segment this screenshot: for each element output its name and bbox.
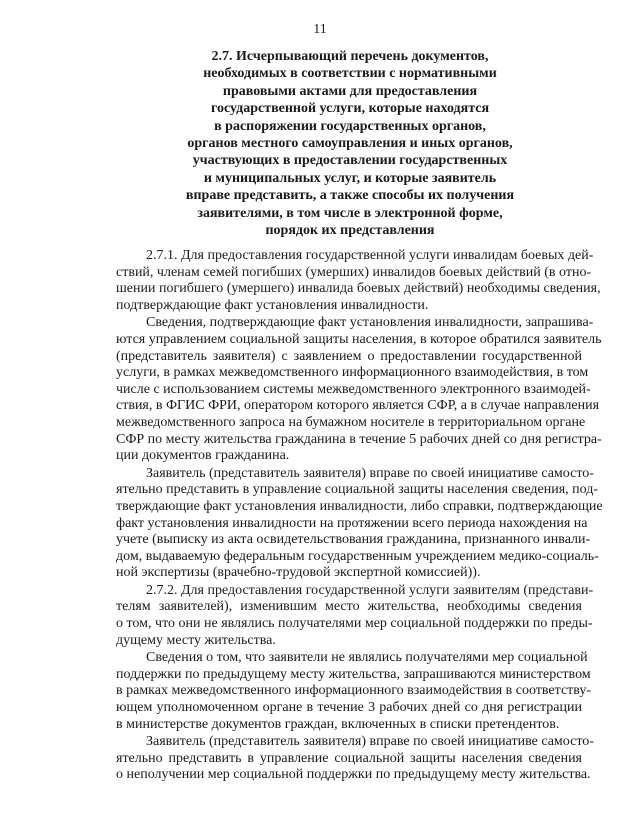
heading-line: и муниципальных услуг, и которые заявитель xyxy=(203,170,497,186)
text-line: тверждающие факт установления инвалидности, либо справки, подтверждающие xyxy=(116,498,603,514)
heading-line: порядок их представления xyxy=(265,223,435,239)
text-line: 2.7.1. Для предоставления государственной услуги инвалидам боевых дей- xyxy=(146,248,594,263)
paragraph-applicant-non-receipt xyxy=(116,734,594,784)
heading-line: 2.7. Исчерпывающий перечень документов, xyxy=(211,49,489,64)
text-line: ятельно представить в управление социальной защиты населения сведения, под- xyxy=(116,482,599,498)
text-line: межведомственного запроса на бумажном носителе в территориальном органе xyxy=(116,414,586,430)
text-line: дом, выдаваемую федеральным государственным учреждением медико-социаль- xyxy=(116,548,599,564)
heading-line: участвующих в предоставлении государственных xyxy=(192,153,508,169)
paragraph-previous-residence-request xyxy=(116,650,592,733)
text-line: ции документов гражданина. xyxy=(116,448,290,464)
text-line: ствий, членам семей погибших (умерших) инвалидов боевых действий (в отно- xyxy=(116,264,592,280)
text-line: о том, что они не являлись получателями мер социальной поддержки по преды- xyxy=(116,616,593,632)
text-line: 2.7.2. Для предоставления государственной услуги заявителям (представи- xyxy=(146,582,594,598)
paragraph-2-7-1 xyxy=(116,248,601,314)
text-line: поддержки по предыдущему месту жительства, запрашиваются министерством xyxy=(116,666,591,682)
text-line: Сведения, подтверждающие факт установления инвалидности, запрашива- xyxy=(146,315,594,331)
text-line: СФР по месту жительства гражданина в течение 5 рабочих дней со дня регистра- xyxy=(116,431,602,447)
page-number: 11 xyxy=(313,22,327,37)
text-line: ющем уполномоченном органе в течение 3 рабочих дней со дня регистрации xyxy=(116,700,582,716)
heading-line: государственной услуги, которые находятся xyxy=(210,101,490,117)
text-line: в министерстве документов граждан, включенных в списки претендентов. xyxy=(116,716,560,732)
text-line: о неполучении мер социальной поддержки по предыдущему месту жительства. xyxy=(116,767,591,783)
text-line: факт установления инвалидности на протяжении всего периода нахождения на xyxy=(116,515,588,531)
text-line: числе с использованием системы межведомственного электронного взаимодей- xyxy=(116,381,591,397)
text-line: Сведения о том, что заявители не являлись получателями мер социальной xyxy=(146,650,588,666)
text-line: ствия, в ФГИС ФРИ, оператором которого является СФР, а в случае направления xyxy=(116,398,600,414)
paragraph-2-7-2 xyxy=(116,582,594,649)
text-line: учете (выписку из акта освидетельствования гражданина, признанного инвали- xyxy=(116,532,591,548)
text-line: ятельно представить в управление социальной защиты населения сведения xyxy=(116,750,582,766)
text-line: услуги, в рамках межведомственного информационного взаимодействия, в том xyxy=(116,365,589,381)
section-heading xyxy=(120,48,580,239)
heading-line: органов местного самоуправления и иных органов, xyxy=(187,136,513,152)
heading-line: необходимых в соответствии с нормативными xyxy=(203,66,497,82)
document-body xyxy=(116,248,603,784)
text-line: Заявитель (представитель заявителя) вправе по своей инициативе самосто- xyxy=(146,734,594,750)
text-line: подтверждающие факт установления инвалидности. xyxy=(116,297,429,313)
text-line: (представитель заявителя) с заявлением о предоставлении государственной xyxy=(116,348,582,364)
paragraph-applicant-self-submit xyxy=(116,465,603,582)
text-line: шении погибшего (умершего) инвалида боевых действий) необходимы сведения, xyxy=(116,281,601,297)
paragraph-disability-info-request xyxy=(116,315,602,464)
text-line: в рамках межведомственного информационного взаимодействия в соответству- xyxy=(116,683,592,699)
text-line: Заявитель (представитель заявителя) вправе по своей инициативе самосто- xyxy=(146,465,594,481)
heading-line: вправе представить, а также способы их получения xyxy=(185,188,515,204)
text-line: ной экспертизы (врачебно-трудовой экспертной комиссией)). xyxy=(116,565,481,581)
heading-line: заявителями, в том числе в электронной форме, xyxy=(197,205,503,221)
text-line: телям заявителей), изменившим место жительства, необходимы сведения xyxy=(116,599,582,615)
heading-line: правовыми актами для предоставления xyxy=(222,83,478,99)
text-line: ются управлением социальной защиты населения, в которое обратился заявитель xyxy=(116,331,602,347)
heading-line: в распоряжении государственных органов, xyxy=(214,118,486,134)
text-line: дущему месту жительства. xyxy=(116,632,276,648)
